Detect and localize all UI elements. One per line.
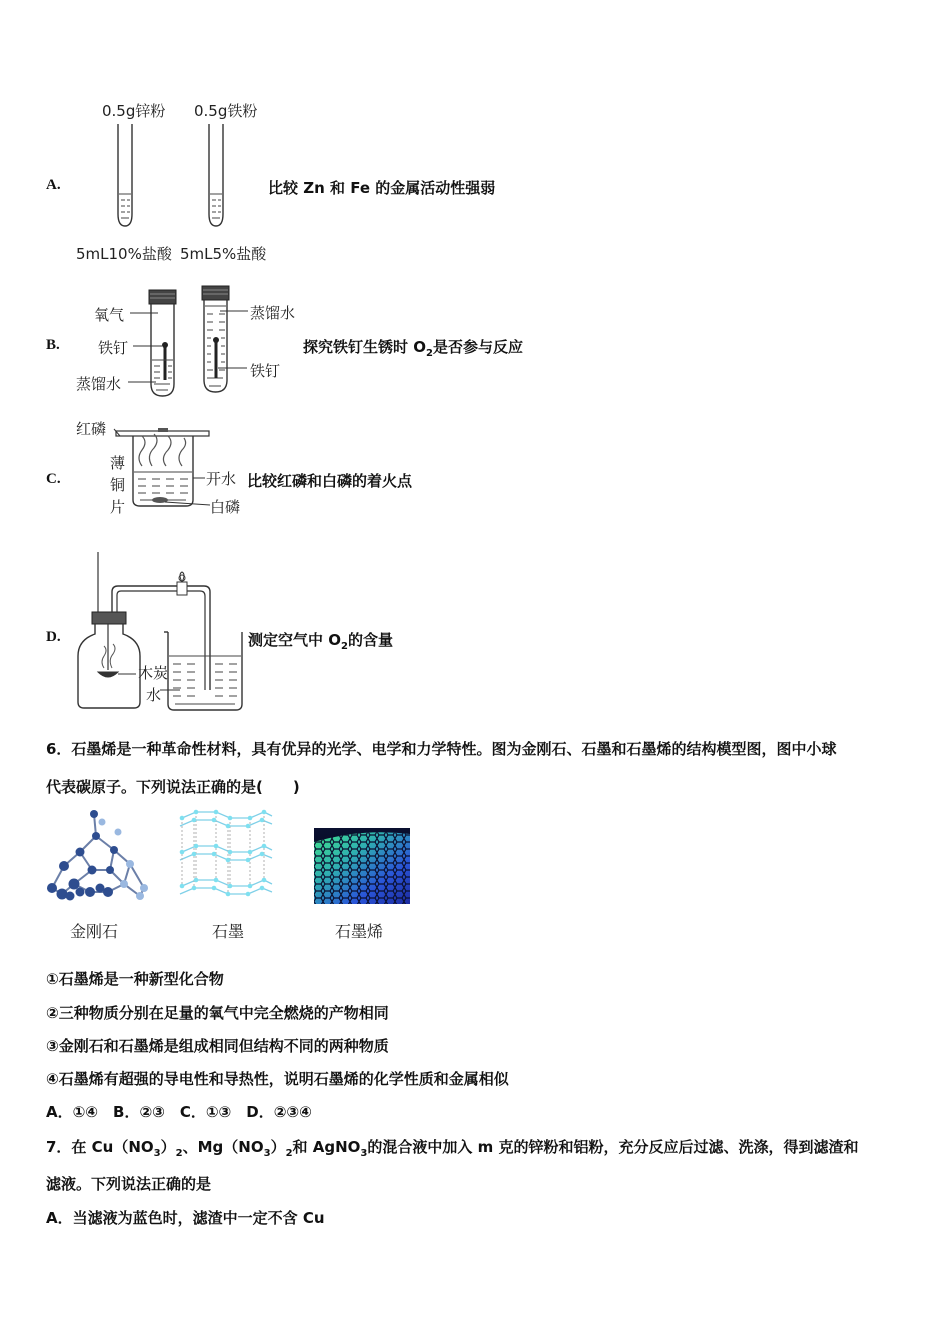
red-phosphorus-label: 红磷 <box>76 420 107 438</box>
distilled-water-right-label: 蒸馏水 <box>250 304 296 322</box>
question-6-stem-line-1: 6．石墨烯是一种革命性材料，具有优异的光学、电学和力学特性。图为金刚石、石墨和石墨烯的结构模型图，图中小球 <box>46 740 837 758</box>
question-7-option-a: A．当滤液为蓝色时，滤渣中一定不含 Cu <box>46 1209 325 1227</box>
water-label: 水 <box>146 686 162 704</box>
option-b-description: 探究铁钉生锈时 $O_2$是否参与反应 <box>303 338 523 359</box>
option-d-letter: D. <box>46 629 61 645</box>
option-c-letter: C. <box>46 471 61 487</box>
statement-3: ③金刚石和石墨烯是组成相同但结构不同的两种物质 <box>46 1037 389 1055</box>
graphite-caption: 石墨 <box>212 922 245 941</box>
copper-plate-label-1: 薄 <box>110 454 126 472</box>
graphite-structure-image <box>176 808 276 908</box>
question-7-stem-line-2: 滤液。下列说法正确的是 <box>46 1175 212 1193</box>
question-6-stem-line-2: 代表碳原子。下列说法正确的是( ) <box>46 778 300 796</box>
option-c-description: 比较红磷和白磷的着火点 <box>247 472 413 490</box>
option-d-description: 测定空气中 $O_2$的含量 <box>248 631 393 652</box>
option-a-letter: A. <box>46 177 61 193</box>
diamond-structure-image <box>44 808 154 908</box>
graphene-structure-image <box>314 828 410 904</box>
acid-10-label: 5mL10%盐酸 <box>76 245 172 263</box>
distilled-water-left-label: 蒸馏水 <box>76 375 122 393</box>
graphene-caption: 石墨烯 <box>335 922 384 941</box>
oxygen-label: 氧气 <box>94 306 125 324</box>
question-7-stem-line-1: 7．在 $Cu(NO_3)_2$、$Mg(NO_3)_2$和 AgNO$_3$的混合液中加入 m 克的锌粉和铝粉，充分反应后过滤、洗涤，得到滤渣和 <box>46 1138 859 1159</box>
copper-plate-label-2: 铜 <box>110 476 126 494</box>
white-phosphorus-label: 白磷 <box>210 498 241 516</box>
statement-2: ②三种物质分别在足量的氧气中完全燃烧的产物相同 <box>46 1004 389 1022</box>
hot-water-label: 开水 <box>206 470 237 488</box>
zinc-powder-label: 0.5g锌粉 <box>102 102 166 120</box>
copper-plate-label-3: 片 <box>110 498 126 516</box>
iron-nail-left-label: 铁钉 <box>98 339 129 357</box>
question-6-choices: A．①④ B．②③ C．①③ D．②③④ <box>46 1103 312 1121</box>
iron-nail-right-label: 铁钉 <box>250 362 281 380</box>
statement-1: ①石墨烯是一种新型化合物 <box>46 970 224 988</box>
diamond-caption: 金刚石 <box>70 922 119 941</box>
charcoal-label: 木炭 <box>138 664 169 682</box>
option-a-description: 比较 Zn 和 Fe 的金属活动性强弱 <box>268 179 496 197</box>
statement-4: ④石墨烯有超强的导电性和导热性，说明石墨烯的化学性质和金属相似 <box>46 1070 509 1088</box>
iron-powder-label: 0.5g铁粉 <box>194 102 258 120</box>
option-b-letter: B. <box>46 337 60 353</box>
acid-5-label: 5mL5%盐酸 <box>180 245 267 263</box>
